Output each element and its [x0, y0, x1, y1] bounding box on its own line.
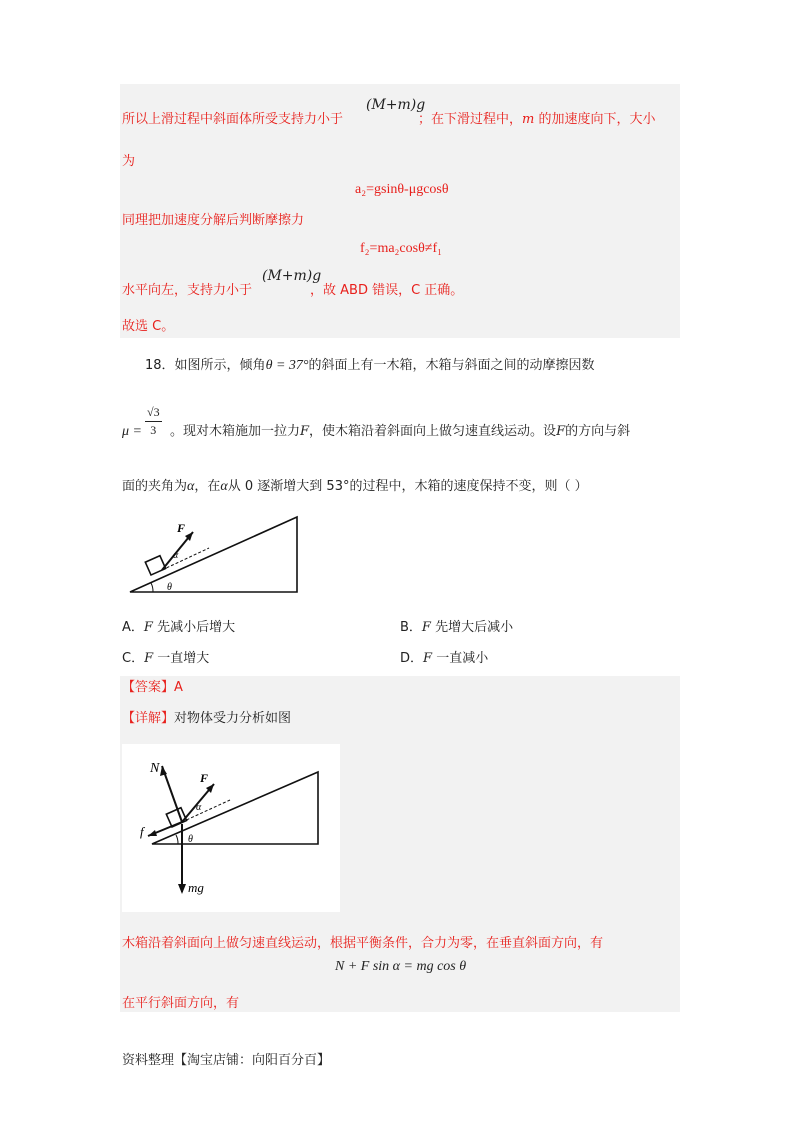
answer-line: 【答案】A: [122, 680, 183, 695]
theta-arc-2: [176, 835, 178, 844]
option-a[interactable]: A．F 先减小后增大: [122, 620, 236, 635]
label-alpha-2: α: [196, 802, 202, 813]
solution-line-1b: ；在下滑过程中，m 的加速度向下，大小: [418, 112, 656, 127]
theta-arc: [151, 583, 153, 592]
solution-line-2: 为: [122, 154, 136, 169]
solution-expr-2: (M+m)g: [262, 268, 322, 284]
option-d[interactable]: D．F 一直减小: [400, 651, 489, 666]
label-N: N: [150, 761, 160, 776]
label-mg: mg: [188, 880, 204, 895]
label-theta: θ: [167, 582, 172, 593]
force-diagram: [122, 744, 340, 912]
equation-f2: f₂=ma₂cosθ≠f₁: [360, 241, 443, 256]
question-line-2: 。现对木箱施加一拉力F，使木箱沿着斜面向上做匀速直线运动。设F的方向与斜: [170, 424, 631, 439]
solution-bottom-line-1: 木箱沿着斜面向上做匀速直线运动，根据平衡条件，合力为零，在垂直斜面方向，有: [122, 936, 604, 951]
incline-triangle: [130, 517, 297, 592]
label-theta-2: θ: [188, 834, 193, 845]
label-F: F: [177, 521, 186, 535]
option-c[interactable]: C．F 一直增大: [122, 651, 210, 666]
solution-line-4: 水平向左，支持力小于 ，故 ABD 错误，C 正确。: [122, 283, 464, 298]
wooden-box: [145, 556, 165, 575]
arrowhead-mg: [178, 884, 186, 894]
option-b[interactable]: B．F 先增大后减小: [400, 620, 514, 635]
solution-line-5: 故选 C。: [122, 319, 175, 334]
solution-bottom-line-2: 在平行斜面方向，有: [122, 996, 240, 1011]
mu-lhs: μ =: [122, 424, 142, 439]
label-alpha: α: [173, 550, 179, 561]
page-footer: 资料整理【淘宝店铺：向阳百分百】: [122, 1053, 331, 1068]
arrowhead-f: [148, 830, 157, 836]
question-line-3: 面的夹角为α，在α从 0 逐渐增大到 53°的过程中，木箱的速度保持不变，则（ ）: [122, 479, 588, 494]
question-line-1: 18．如图所示，倾角θ = 37°的斜面上有一木箱，木箱与斜面之间的动摩擦因数: [145, 358, 595, 373]
solution-expr-1: (M+m)g: [366, 97, 426, 113]
dashed-reference-2: [182, 800, 230, 822]
solution-line-1: 所以上滑过程中斜面体所受支持力小于: [122, 112, 344, 127]
detail-line: 【详解】对物体受力分析如图: [122, 711, 292, 726]
label-F2: F: [200, 771, 209, 785]
equation-balance-perpendicular: N + F sin α = mg cos θ: [335, 959, 467, 974]
incline-figure: [125, 512, 315, 602]
label-f: f: [140, 824, 144, 839]
mu-fraction: √3 3: [147, 405, 160, 437]
solution-line-3: 同理把加速度分解后判断摩擦力: [122, 213, 305, 228]
equation-a2: a₂=gsinθ-μgcosθ: [355, 182, 449, 197]
